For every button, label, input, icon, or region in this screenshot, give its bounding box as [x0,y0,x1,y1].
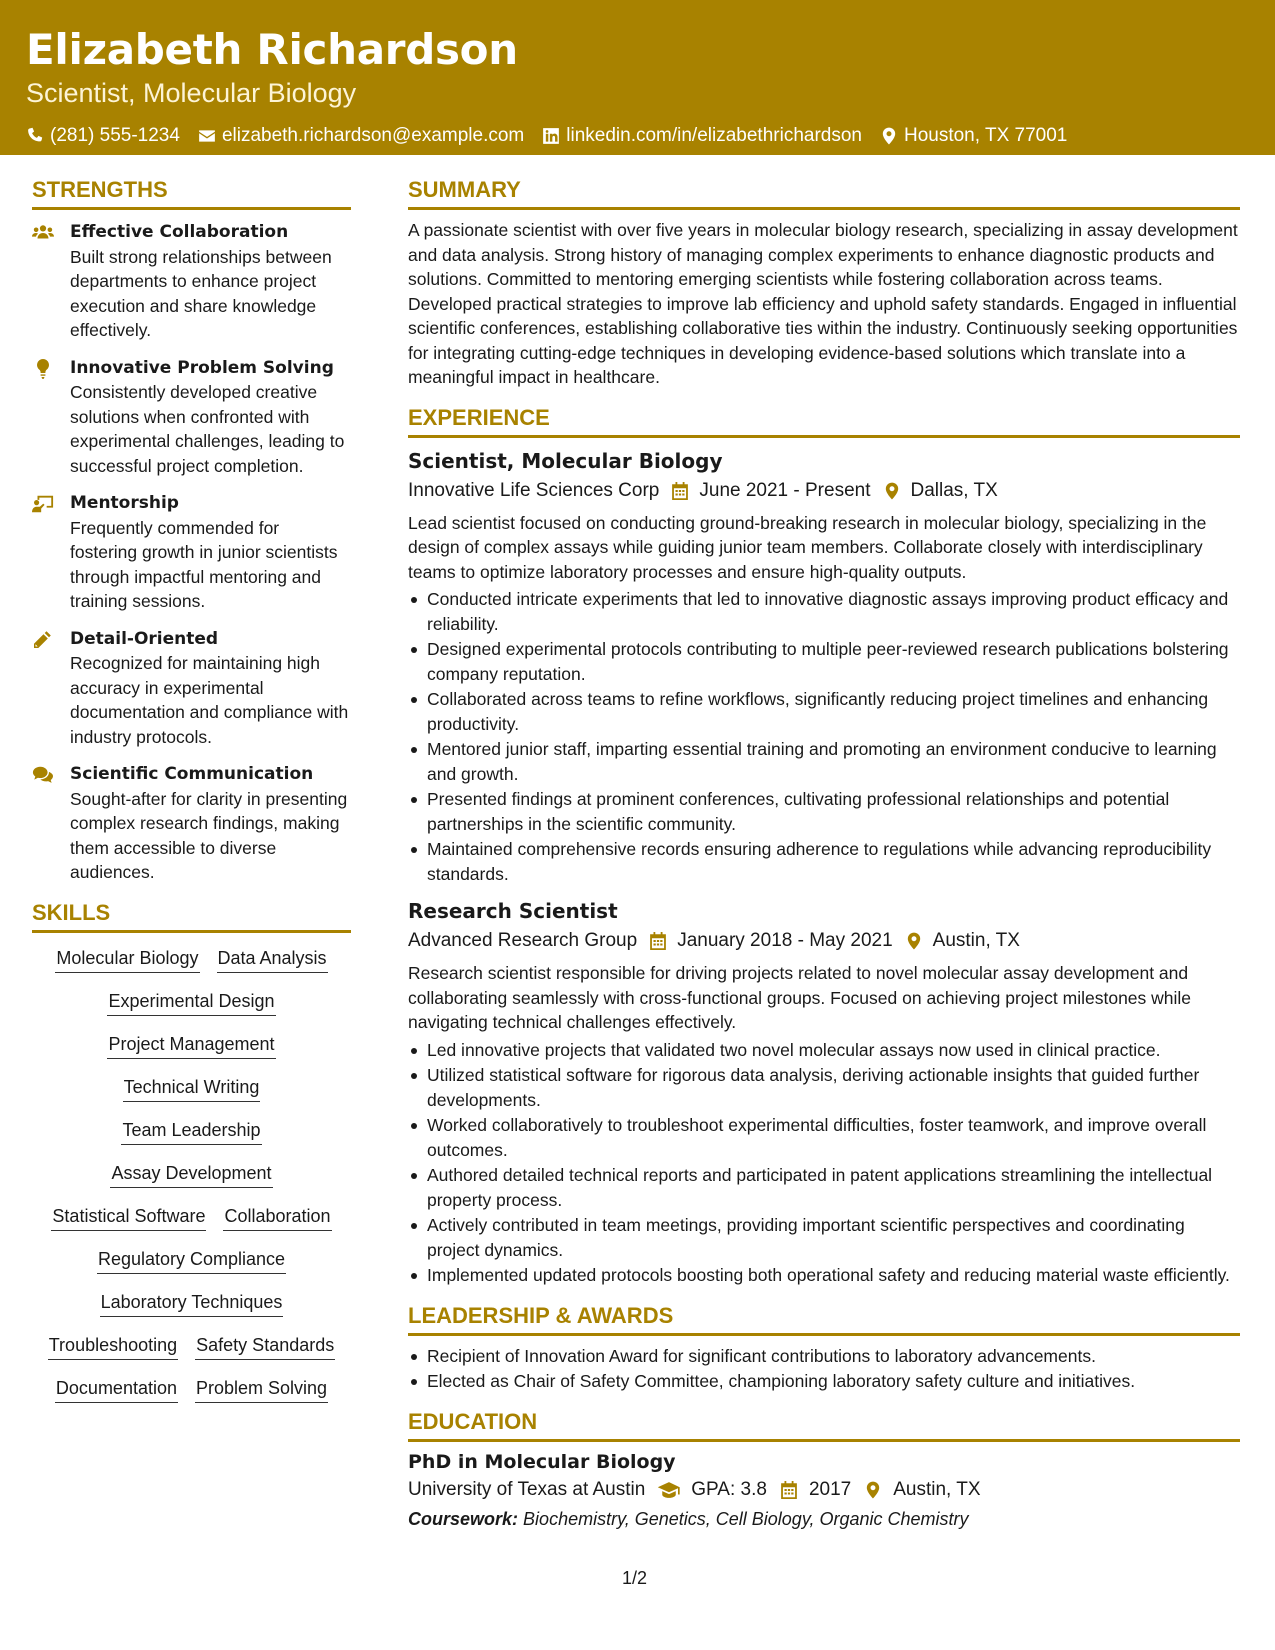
skill-tag: Safety Standards [195,1332,335,1360]
job-entry [408,896,1240,1288]
job-meta [408,927,1240,955]
contact-bar [26,124,1249,148]
lightbulb-icon [35,359,51,379]
location-text: Houston, TX 77001 [903,125,1068,146]
coursework [408,1505,1240,1533]
coursework-label: Coursework: [408,1508,519,1529]
users-icon [32,223,54,243]
strength-title: Detail-Oriented [70,628,219,649]
leadership-list [408,1344,1240,1394]
job-entry [408,446,1240,887]
bullet-item: Presented findings at prominent conferences, cultivating professional relationships and potential partnerships in the scientific community. [408,787,1240,836]
envelope-icon [198,127,216,145]
summary-text: A passionate scientist with over five years in molecular biology research, specializing in assay development and data analysis. Strong history of managing complex experiments to enhance diagnostic products and solutions. Committed to mentoring emerging scientists while fostering collaboration across teams. Developed practical strategies to improve lab efficiency and uphold safety standards. Engaged in influential scientific conferences, establishing collaborative ties within the industry. Continuously seeking opportunities for integrating cutting-edge techniques in developing evidence-based solutions which translate into a meaningful impact in healthcare. [408,220,1238,387]
skill-tag: Laboratory Techniques [100,1289,284,1317]
strength-text: Frequently commended for fostering growth in junior scientists through impactful mentoring and training sessions. [70,517,338,611]
skill-tag: Experimental Design [107,988,275,1016]
map-pin-icon [883,482,901,500]
job-bullets [408,1038,1240,1288]
bullet-item: Led innovative projects that validated two novel molecular assays now used in clinical practice. [408,1038,1240,1063]
experience-heading: EXPERIENCE [408,404,1240,438]
bullet-item: Recipient of Innovation Award for significant contributions to laboratory advancements. [408,1344,1240,1369]
company-name: Advanced Research Group [408,930,638,951]
coursework-list: Biochemistry, Genetics, Cell Biology, Organic Chemistry [523,1508,969,1529]
map-pin-icon [880,127,898,145]
skills-heading: SKILLS [32,899,351,933]
strengths-heading: STRENGTHS [32,176,351,210]
graduation-year: 2017 [808,1478,852,1500]
school-name: University of Texas at Austin [408,1478,646,1500]
bullet-item: Authored detailed technical reports and participated in patent applications streamlining the intellectual property process. [408,1163,1240,1212]
skill-tag: Technical Writing [123,1074,261,1102]
strength-title: Innovative Problem Solving [70,357,334,378]
strength-text: Consistently developed creative solutions when confronted with experimental challenges, leading to successful project completion. [70,382,345,476]
strength-text: Sought-after for clarity in presenting complex research findings, making them accessible to diverse audiences. [70,788,348,882]
skills-list [32,945,351,1403]
bullet-item: Collaborated across teams to refine workflows, significantly reducing project timelines and enhancing productivity. [408,687,1240,736]
calendar-icon [779,1481,799,1499]
calendar-icon [671,482,689,500]
skill-tag: Documentation [55,1375,178,1403]
phone-text: (281) 555-1234 [50,125,180,146]
contact-linkedin[interactable] [542,124,862,148]
pencil-icon [32,630,52,650]
calendar-icon [649,932,667,950]
strength-text: Built strong relationships between departments to enhance project execution and share knowledge effectively. [70,246,332,340]
strength-title: Effective Collaboration [70,222,289,242]
skill-tag: Regulatory Compliance [97,1246,286,1274]
job-location: Austin, TX [932,930,1020,951]
contact-phone [26,124,180,148]
bullet-item: Maintained comprehensive records ensuring adherence to regulations while advancing reproducibility standards. [408,837,1240,886]
strength-title: Mentorship [70,493,179,513]
bullet-item: Actively contributed in team meetings, providing important scientific perspectives and coordinating project dynamics. [408,1213,1240,1262]
job-dates: January 2018 - May 2021 [677,930,893,951]
linkedin-icon [542,127,560,145]
candidate-title: Scientist, Molecular Biology [26,78,357,108]
company-name: Innovative Life Sciences Corp [408,479,660,501]
strength-text: Recognized for maintaining high accuracy in experimental documentation and compliance with industry protocols. [70,653,349,747]
resume-header [0,0,1275,155]
email-link[interactable]: elizabeth.richardson@example.com [221,125,525,146]
summary-heading: SUMMARY [408,176,1240,210]
job-title: Research Scientist [408,899,618,923]
skill-tag: Data Analysis [217,945,328,973]
education-meta [408,1476,1240,1504]
job-description: Research scientist responsible for driving projects related to novel molecular assay development and collaborating seamlessly with cross-functional groups. Focused on achieving project milestones while navigating technical challenges effectively. [408,963,1192,1032]
job-bullets [408,587,1240,886]
skill-tag: Troubleshooting [48,1332,178,1360]
contact-location [880,124,1067,148]
map-pin-icon [905,932,923,950]
job-description: Lead scientist focused on conducting ground-breaking research in molecular biology, specializing in the design of complex assays while guiding junior team members. Collaborate closely with interdisciplinary teams to optimize laboratory processes and ensure high-quality outputs. [408,512,1207,582]
strength-item [32,762,351,885]
skill-tag: Problem Solving [195,1375,328,1403]
bullet-item: Elected as Chair of Safety Committee, championing laboratory safety culture and initiatives. [408,1369,1240,1394]
job-meta [408,477,1240,505]
bullet-item: Implemented updated protocols boosting both operational safety and reducing material waste efficiently. [408,1263,1240,1288]
strength-item [32,220,351,343]
map-pin-icon [863,1481,883,1499]
skill-tag: Molecular Biology [55,945,199,973]
strengths-list [32,220,351,885]
candidate-name: Elizabeth Richardson [26,25,518,74]
skill-tag: Project Management [107,1031,275,1059]
strength-item [32,491,351,614]
phone-icon [26,127,44,145]
job-location: Dallas, TX [910,479,998,501]
leadership-heading: LEADERSHIP & AWARDS [408,1302,1240,1336]
bullet-item: Conducted intricate experiments that led to innovative diagnostic assays improving product efficacy and reliability. [408,587,1240,636]
comments-icon [32,765,54,785]
education-location: Austin, TX [893,1478,981,1500]
teacher-icon [32,494,54,514]
strength-item [32,627,351,750]
skill-tag: Statistical Software [51,1203,206,1231]
bullet-item: Designed experimental protocols contributing to multiple peer-reviewed research publications bolstering company reputation. [408,637,1240,686]
bullet-item: Mentored junior staff, imparting essential training and promoting an environment conducive to learning and growth. [408,737,1240,786]
strength-item [32,356,351,479]
skill-tag: Team Leadership [121,1117,261,1145]
page-number: 1/2 [622,1568,648,1588]
left-column [32,176,351,1403]
right-column [408,176,1240,1533]
education-heading: EDUCATION [408,1408,1240,1442]
skill-tag: Collaboration [223,1203,331,1231]
bullet-item: Utilized statistical software for rigorous data analysis, deriving actionable insights that guided further developments. [408,1063,1240,1112]
graduation-cap-icon [657,1481,681,1499]
gpa-text: GPA: 3.8 [691,1478,767,1500]
degree-title: PhD in Molecular Biology [408,1450,676,1473]
job-title: Scientist, Molecular Biology [408,448,723,473]
contact-email[interactable] [198,124,524,148]
bullet-item: Worked collaboratively to troubleshoot experimental difficulties, foster teamwork, and improve overall outcomes. [408,1113,1240,1162]
linkedin-link[interactable]: linkedin.com/in/elizabethrichardson [566,125,862,146]
strength-title: Scientific Communication [70,764,314,784]
job-dates: June 2021 - Present [699,479,871,501]
skill-tag: Assay Development [110,1160,272,1188]
